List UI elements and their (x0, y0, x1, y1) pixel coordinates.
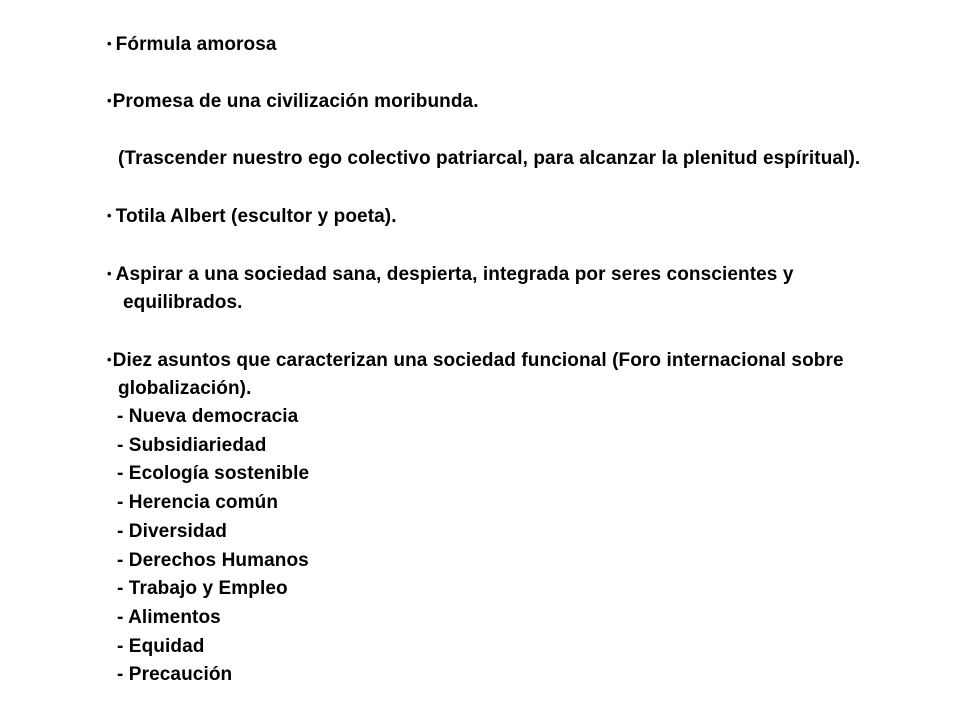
bullet-item-aspirar-continuation: equilibrados. (123, 292, 243, 313)
sublist-item: - Precaución (117, 664, 233, 685)
sublist-item: - Equidad (117, 636, 205, 657)
bullet-item-promesa (107, 89, 479, 114)
bullet-text: Fórmula amorosa (115, 34, 277, 55)
bullet-item-diez-continuation: globalización). (118, 378, 252, 399)
sublist-item: - Subsidiariedad (117, 435, 267, 456)
sublist-item: - Trabajo y Empleo (117, 578, 288, 599)
bullet-text: Promesa de una civilización moribunda. (112, 91, 479, 112)
sublist-item: - Derechos Humanos (117, 550, 309, 571)
bullet-icon: • (107, 208, 112, 223)
bullet-text: Aspirar a una sociedad sana, despierta, integrada por seres conscientes y (115, 264, 794, 285)
bullet-icon: • (107, 352, 112, 367)
text-trascender: (Trascender nuestro ego colectivo patriarcal, para alcanzar la plenitud espíritual). (118, 148, 861, 169)
bullet-text: Totila Albert (escultor y poeta). (115, 206, 397, 227)
bullet-icon: • (107, 266, 112, 281)
sublist-item: - Diversidad (117, 521, 227, 542)
sublist-item: - Ecología sostenible (117, 463, 310, 484)
sublist-item: - Nueva democracia (117, 406, 299, 427)
sublist-item: - Herencia común (117, 492, 279, 513)
bullet-icon: • (107, 93, 112, 108)
bullet-item-aspirar (107, 262, 794, 287)
bullet-item-diez (107, 348, 844, 373)
bullet-item-formula (107, 32, 277, 57)
bullet-item-totila (107, 204, 397, 229)
sublist-item: - Alimentos (117, 607, 221, 628)
bullet-text: Diez asuntos que caracterizan una sociedad funcional (Foro internacional sobre (112, 350, 844, 371)
bullet-icon: • (107, 36, 112, 51)
